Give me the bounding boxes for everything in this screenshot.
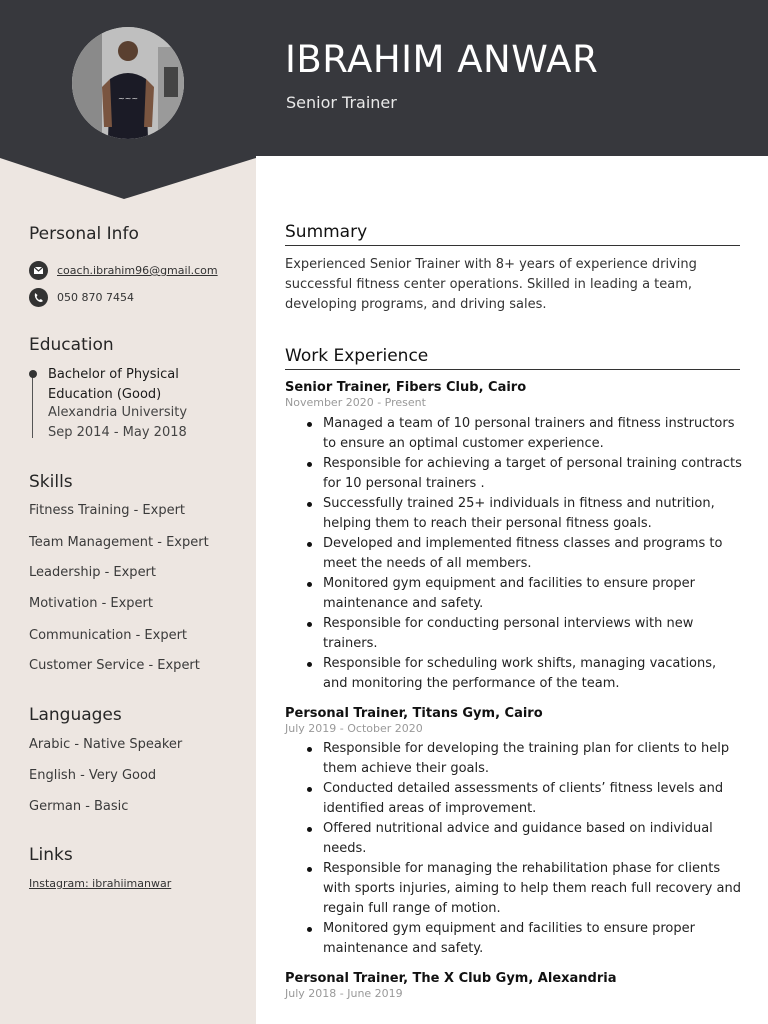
job-dates: July 2019 - October 2020 <box>285 722 423 735</box>
work-experience-divider <box>285 369 740 370</box>
phone-number: 050 870 7454 <box>57 291 134 304</box>
education-timeline-dot <box>29 370 37 378</box>
list-item: Conducted detailed assessments of clients’ fitness levels and identified areas of improvement. <box>323 779 743 819</box>
list-item: Managed a team of 10 personal trainers and fitness instructors to ensure an optimal customer experience. <box>323 414 743 454</box>
languages-heading: Languages <box>29 705 122 725</box>
skills-heading: Skills <box>29 472 73 492</box>
education-degree: Bachelor of Physical Education (Good) <box>48 367 179 402</box>
skill-item: Customer Service - Expert <box>29 658 200 673</box>
phone-icon <box>29 288 48 307</box>
skill-item: Team Management - Expert <box>29 535 209 550</box>
list-item: Responsible for scheduling work shifts, managing vacations, and monitoring the performance of the team. <box>323 654 743 694</box>
links-heading: Links <box>29 845 73 865</box>
list-item: Developed and implemented fitness classes and programs to meet the needs of all members. <box>323 534 743 574</box>
language-item: English - Very Good <box>29 768 157 783</box>
list-item: Monitored gym equipment and facilities to ensure proper maintenance and safety. <box>323 574 743 614</box>
skill-item: Fitness Training - Expert <box>29 503 186 518</box>
email-row[interactable] <box>29 261 218 280</box>
summary-divider <box>285 245 740 246</box>
skill-item: Leadership - Expert <box>29 565 157 580</box>
instagram-link[interactable]: Instagram: ibrahiimanwar <box>29 877 172 890</box>
education-heading: Education <box>29 335 114 355</box>
list-item: Monitored gym equipment and facilities to ensure proper maintenance and safety. <box>323 919 743 959</box>
job-dates: July 2018 - June 2019 <box>285 987 403 1000</box>
phone-row <box>29 288 134 307</box>
email-icon <box>29 261 48 280</box>
list-item: Successfully trained 25+ individuals in fitness and nutrition, helping them to reach their personal fitness goals. <box>323 494 743 534</box>
job-bullet-list <box>323 414 743 694</box>
skill-item: Communication - Expert <box>29 628 188 643</box>
list-item: Responsible for achieving a target of personal training contracts for 10 personal trainers . <box>323 454 743 494</box>
language-item: German - Basic <box>29 799 129 814</box>
language-item: Arabic - Native Speaker <box>29 737 183 752</box>
job-title: Senior Trainer, Fibers Club, Cairo <box>285 380 527 395</box>
job-dates: November 2020 - Present <box>285 396 426 409</box>
sidebar <box>0 156 256 1024</box>
summary-text: Experienced Senior Trainer with 8+ years of experience driving successful fitness center operations. Skilled in leading a team, developing programs, and driving sales. <box>285 257 697 312</box>
job-title: Personal Trainer, The X Club Gym, Alexandria <box>285 971 617 986</box>
list-item: Responsible for managing the rehabilitation phase for clients with sports injuries, aiming to help them reach full recovery and regain full range of motion. <box>323 859 743 919</box>
profile-photo <box>72 27 184 139</box>
job-title: Personal Trainer, Titans Gym, Cairo <box>285 706 543 721</box>
education-school: Alexandria University <box>48 405 188 420</box>
job-bullet-list <box>323 739 743 959</box>
svg-text:~~~: ~~~ <box>117 94 139 103</box>
education-timeline-line <box>32 372 33 438</box>
profile-photo-image <box>72 27 184 139</box>
skill-item: Motivation - Expert <box>29 596 153 611</box>
work-experience-heading: Work Experience <box>285 346 429 366</box>
header-chevron <box>0 155 256 200</box>
list-item: Offered nutritional advice and guidance based on individual needs. <box>323 819 743 859</box>
personal-info-heading: Personal Info <box>29 224 139 244</box>
email-link[interactable]: coach.ibrahim96@gmail.com <box>57 264 218 277</box>
education-dates: Sep 2014 - May 2018 <box>48 425 187 440</box>
list-item: Responsible for conducting personal interviews with new trainers. <box>323 614 743 654</box>
summary-heading: Summary <box>285 222 368 242</box>
candidate-name: IBRAHIM ANWAR <box>285 38 599 81</box>
candidate-role: Senior Trainer <box>286 93 397 112</box>
list-item: Responsible for developing the training plan for clients to help them achieve their goals. <box>323 739 743 779</box>
